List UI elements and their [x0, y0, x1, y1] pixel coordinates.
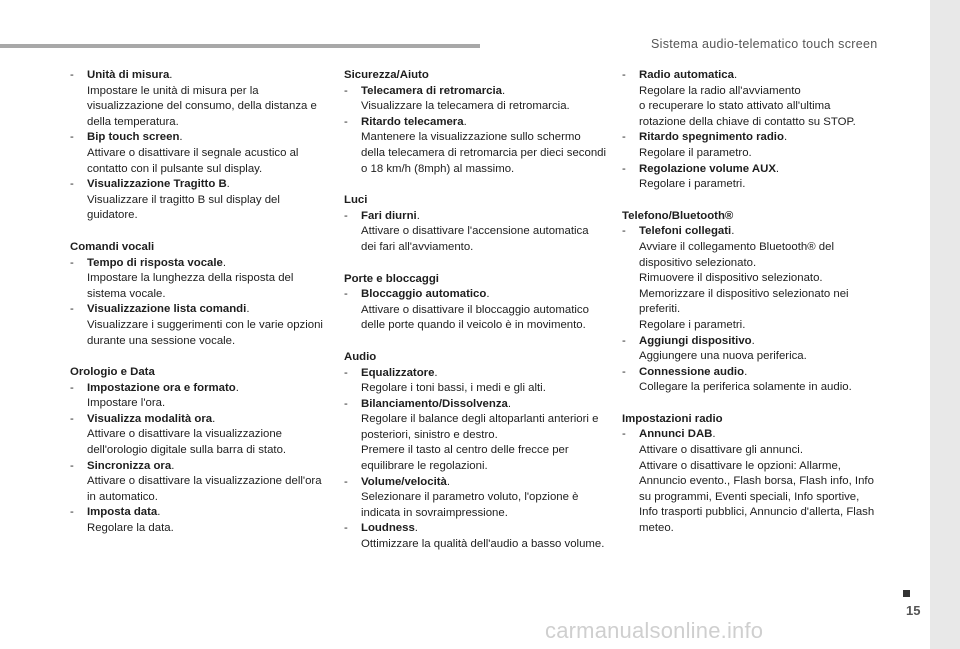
list-item: - Loudness. Ottimizzare la qualità dell'audio a basso volume. [344, 521, 606, 552]
item-description: Attivare o disattivare la visualizzazione dell'ora in automatico. [87, 475, 322, 503]
item-title: Loudness [361, 522, 415, 535]
list-item: - Ritardo telecamera. Mantenere la visualizzazione sullo schermo della telecamera di retromarcia per dieci secondi o 18 km/h (8mph) al massimo. [344, 115, 606, 177]
list-item: - Visualizzazione Tragitto B. Visualizzare il tragitto B sul display del guidatore. [70, 177, 328, 224]
settings-section [344, 272, 606, 334]
item-title: Tempo di risposta vocale [87, 256, 223, 269]
page-number: 15 [906, 603, 921, 618]
item-title: Visualizza modalità ora [87, 412, 213, 425]
item-title: Regolazione volume AUX [639, 162, 776, 175]
section-title: Orologio e Data [70, 366, 155, 379]
item-title: Bilanciamento/Dissolvenza [361, 397, 508, 410]
section-title: Luci [344, 194, 368, 207]
bullet-dash: - [70, 459, 74, 472]
item-description: Visualizzare il tragitto B sul display del guidatore. [87, 193, 280, 222]
bullet-dash: - [344, 115, 348, 128]
bullet-dash: - [344, 522, 348, 535]
list-item: - Telecamera di retromarcia. Visualizzare la telecamera di retromarcia. [344, 84, 606, 115]
bullet-dash: - [70, 256, 74, 269]
bullet-dash: - [622, 131, 626, 144]
list-item: - Volume/velocità. Selezionare il parametro voluto, l'opzione è indicata in sovraimpressione. [344, 475, 606, 522]
bullet-dash: - [622, 225, 626, 238]
list-item: - Impostazione ora e formato. Impostare l'ora. [70, 381, 328, 412]
list-item: - Equalizzatore. Regolare i toni bassi, i medi e gli alti. [344, 366, 606, 397]
item-title: Unità di misura [87, 69, 170, 81]
bullet-dash: - [344, 84, 348, 97]
list-item: - Bilanciamento/Dissolvenza. Regolare il balance degli altoparlanti anteriori e posteriori, sinistro e destro. Premere il tasto al centro delle frecce per equilibrare le regolazioni. [344, 397, 606, 475]
item-title: Ritardo telecamera [361, 115, 464, 128]
item-description: Aggiungere una nuova periferica. [639, 350, 807, 363]
item-title: Ritardo spegnimento radio [639, 131, 784, 144]
item-description: Attivare o disattivare il bloccaggio automatico delle porte quando il veicolo è in movimento. [361, 303, 589, 332]
list-item: - Imposta data. Regolare la data. [70, 505, 328, 536]
item-title: Fari diurni [361, 209, 417, 222]
section-title: Telefono/Bluetooth® [622, 209, 734, 222]
section-marker-square [903, 590, 910, 597]
section-title: Audio [344, 350, 377, 363]
item-description: Attivare o disattivare la visualizzazione dell'orologio digitale sulla barra di stato. [87, 428, 287, 457]
bullet-dash: - [622, 334, 626, 347]
item-title: Bip touch screen [87, 131, 180, 144]
bullet-dash: - [70, 178, 74, 191]
item-title: Visualizzazione Tragitto B [87, 178, 227, 191]
list-item: - Aggiungi dispositivo. Aggiungere una nuova periferica. [622, 334, 878, 365]
list-item: - Sincronizza ora. Attivare o disattivare la visualizzazione dell'ora in automatico. [70, 459, 328, 506]
section-title: Comandi vocali [70, 240, 155, 253]
list-item: - Ritardo spegnimento radio. Regolare il parametro. [622, 130, 878, 161]
settings-section [70, 68, 328, 224]
list-item: - Bloccaggio automatico. Attivare o disattivare il bloccaggio automatico delle porte quando il veicolo è in movimento. [344, 287, 606, 334]
settings-section [622, 68, 878, 193]
bullet-dash: - [70, 131, 74, 144]
item-description: Regolare il balance degli altoparlanti anteriori e posteriori, sinistro e destro. Premere il tasto al centro delle frecce per equilibrare le regolazioni. [361, 413, 599, 473]
column-1 [70, 68, 328, 553]
item-description: Ottimizzare la qualità dell'audio a basso volume. [361, 538, 605, 551]
item-description: Impostare la lunghezza della risposta del sistema vocale. [87, 272, 294, 300]
item-title: Connessione audio [639, 365, 745, 378]
bullet-dash: - [70, 69, 74, 81]
settings-section [70, 365, 328, 537]
section-title: Porte e bloccaggi [344, 272, 439, 285]
item-title: Annunci DAB [639, 428, 713, 441]
bullet-dash: - [70, 381, 74, 394]
item-title: Impostazione ora e formato [87, 381, 236, 394]
item-description: Visualizzare la telecamera di retromarcia. [361, 100, 570, 113]
section-title: Impostazioni radio [622, 412, 723, 425]
section-title: Sicurezza/Aiuto [344, 69, 429, 81]
settings-section [344, 350, 606, 553]
watermark: carmanualsonline.info [545, 618, 764, 643]
bullet-dash: - [344, 397, 348, 410]
item-title: Telefoni collegati [639, 225, 732, 238]
settings-section [622, 209, 878, 396]
bullet-dash: - [622, 365, 626, 378]
item-description: Attivare o disattivare gli annunci. Attivare o disattivare le opzioni: Allarme, Annuncio evento., Flash borsa, Flash info, Info su programmi, Eventi speciali, Info sportive, Info trasporti pubblici, Annuncio d'allerta, Flash meteo. [639, 444, 875, 535]
bullet-dash: - [344, 209, 348, 222]
item-title: Aggiungi dispositivo [639, 334, 752, 347]
bullet-dash: - [622, 162, 626, 175]
list-item: - Bip touch screen. Attivare o disattivare il segnale acustico al contatto con il pulsante sul display. [70, 130, 328, 177]
settings-section [344, 68, 606, 177]
item-title: Radio automatica [639, 69, 734, 81]
item-description: Selezionare il parametro voluto, l'opzione è indicata in sovraimpressione. [361, 491, 579, 519]
bullet-dash: - [344, 288, 348, 301]
item-description: Impostare l'ora. [87, 397, 166, 410]
page-header-title: Sistema audio-telematico touch screen [651, 37, 878, 51]
list-item: - Fari diurni. Attivare o disattivare l'accensione automatica dei fari all'avviamento. [344, 209, 606, 256]
column-2 [344, 68, 606, 569]
item-description: Attivare o disattivare il segnale acustico al contatto con il pulsante sul display. [87, 146, 299, 175]
item-description: Regolare la radio all'avviamento o recuperare lo stato attivato all'ultima rotazione della chiave di contatto su STOP. [639, 84, 856, 128]
item-title: Visualizzazione lista comandi [87, 303, 247, 316]
settings-section [344, 193, 606, 255]
item-title: Sincronizza ora [87, 459, 172, 472]
bullet-dash: - [70, 412, 74, 425]
header-rule [0, 44, 480, 48]
list-item: - Visualizza modalità ora. Attivare o disattivare la visualizzazione dell'orologio digitale sulla barra di stato. [70, 412, 328, 459]
item-description: Mantenere la visualizzazione sullo schermo della telecamera di retromarcia per dieci secondi o 18 km/h (8mph) al massimo. [361, 131, 607, 175]
list-item: - Connessione audio. Collegare la periferica solamente in audio. [622, 365, 878, 396]
settings-section [70, 240, 328, 349]
item-title: Imposta data [87, 506, 158, 519]
side-margin-strip [930, 0, 960, 649]
item-description: Collegare la periferica solamente in audio. [639, 381, 852, 394]
list-item: - Visualizzazione lista comandi. Visualizzare i suggerimenti con le varie opzioni durante una sessione vocale. [70, 302, 328, 349]
list-item: - Tempo di risposta vocale. Impostare la lunghezza della risposta del sistema vocale. [70, 256, 328, 303]
item-title: Telecamera di retromarcia [361, 84, 502, 97]
settings-section [622, 412, 878, 537]
item-description: Visualizzare i suggerimenti con le varie opzioni durante una sessione vocale. [87, 318, 323, 347]
list-item: - Annunci DAB. Attivare o disattivare gli annunci. Attivare o disattivare le opzioni: Allarme, Annuncio evento., Flash borsa, Flash info, Info su programmi, Eventi speciali, Info sportive, Info trasporti pubblici, Annuncio d'allerta, Flash meteo. [622, 427, 878, 536]
item-title: Volume/velocità [361, 475, 447, 488]
item-description: Regolare i parametri. [639, 178, 746, 191]
column-3 [622, 68, 878, 553]
item-description: Regolare il parametro. [639, 146, 752, 159]
item-description: Impostare le unità di misura per la visualizzazione del consumo, della distanza e della temperatura. [87, 84, 317, 128]
list-item: - Radio automatica. Regolare la radio all'avviamento o recuperare lo stato attivato all'ultima rotazione della chiave di contatto su STOP. [622, 68, 878, 130]
bullet-dash: - [622, 69, 626, 81]
item-description: Regolare i toni bassi, i medi e gli alti. [361, 382, 546, 395]
list-item: - Unità di misura. Impostare le unità di misura per la visualizzazione del consumo, della distanza e della temperatura. [70, 68, 328, 130]
bullet-dash: - [70, 506, 74, 519]
item-description: Regolare la data. [87, 522, 174, 535]
item-description: Attivare o disattivare l'accensione automatica dei fari all'avviamento. [361, 225, 589, 253]
bullet-dash: - [344, 475, 348, 488]
bullet-dash: - [344, 366, 348, 379]
item-title: Equalizzatore [361, 366, 435, 379]
item-description: Avviare il collegamento Bluetooth® del dispositivo selezionato. Rimuovere il dispositivo selezionato. Memorizzare il dispositivo selezionato nei preferiti. Regolare i parametri. [639, 240, 849, 331]
list-item: - Regolazione volume AUX. Regolare i parametri. [622, 162, 878, 193]
item-title: Bloccaggio automatico [361, 288, 487, 301]
list-item: - Telefoni collegati. Avviare il collegamento Bluetooth® del dispositivo selezionato. Rimuovere il dispositivo selezionato. Memorizzare il dispositivo selezionato nei preferiti. Regolare i parametri. [622, 224, 878, 333]
bullet-dash: - [622, 428, 626, 441]
bullet-dash: - [70, 303, 74, 316]
